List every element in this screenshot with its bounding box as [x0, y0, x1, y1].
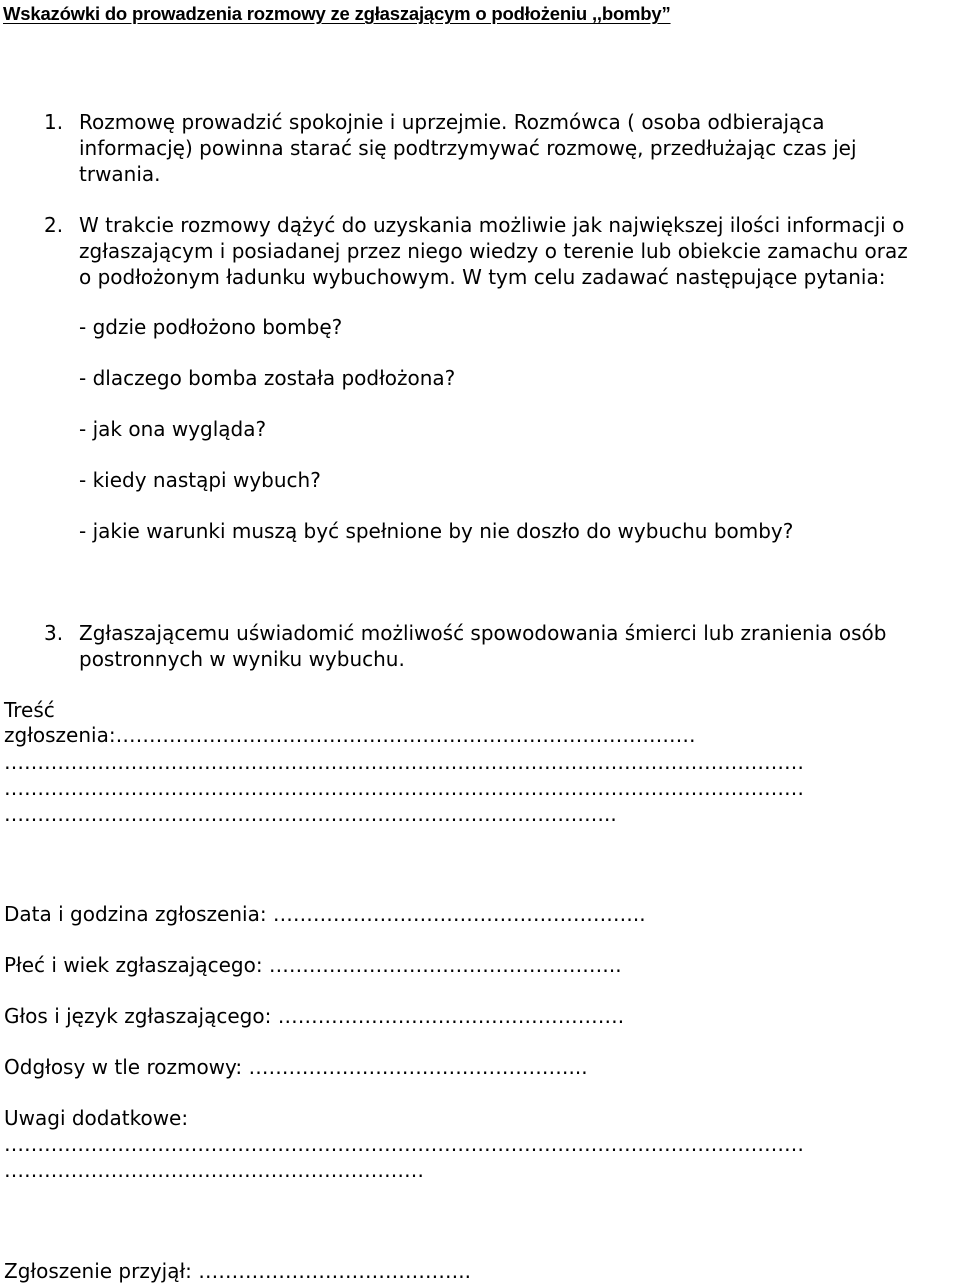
item-line: informację) powinna starać się podtrzymywać rozmowę, przedłużając czas jej	[79, 136, 857, 160]
tresc-field-line[interactable]: …………………………………………………………………………………………………………	[4, 750, 804, 774]
question-item: - jakie warunki muszą być spełnione by nie doszło do wybuchu bomby?	[79, 519, 794, 543]
glos-jezyk-field[interactable]: Głos i język zgłaszającego: …………………………………………….	[4, 1004, 625, 1028]
tresc-field-line[interactable]: zgłoszenia:……………………………………………………………………………	[4, 723, 696, 747]
item-line: trwania.	[79, 162, 161, 186]
question-item: - dlaczego bomba została podłożona?	[79, 366, 456, 390]
odglosy-field[interactable]: Odgłosy w tle rozmowy: …………………………………………...	[4, 1055, 588, 1079]
item-line: W trakcie rozmowy dążyć do uzyskania możliwie jak największej ilości informacji o	[79, 213, 905, 237]
plec-wiek-field[interactable]: Płeć i wiek zgłaszającego: ……………………………………………..	[4, 953, 622, 977]
item-line: postronnych w wyniku wybuchu.	[79, 647, 405, 671]
question-item: - gdzie podłożono bombę?	[79, 315, 343, 339]
item-line: zgłaszającym i posiadanej przez niego wiedzy o terenie lub obiekcie zamachu oraz	[79, 239, 908, 263]
item-number: 1.	[44, 110, 64, 134]
uwagi-label: Uwagi dodatkowe:	[4, 1106, 189, 1130]
tresc-label: Treść	[4, 698, 55, 722]
przyjal-field[interactable]: Zgłoszenie przyjął: …………………………………..	[4, 1259, 471, 1283]
item-number: 3.	[44, 621, 64, 645]
item-number: 2.	[44, 213, 64, 237]
question-item: - jak ona wygląda?	[79, 417, 267, 441]
question-item: - kiedy nastąpi wybuch?	[79, 468, 321, 492]
data-godzina-field[interactable]: Data i godzina zgłoszenia: ………………………………………………..	[4, 902, 646, 926]
item-line: Zgłaszającemu uświadomić możliwość spowodowania śmierci lub zranienia osób	[79, 621, 887, 645]
uwagi-field-line[interactable]: ………………………………………………………	[4, 1158, 424, 1182]
document-title: Wskazówki do prowadzenia rozmowy ze zgłaszającym o podłożeniu ,,bomby”	[3, 3, 671, 24]
item-line: o podłożonym ładunku wybuchowym. W tym celu zadawać następujące pytania:	[79, 265, 886, 289]
item-line: Rozmowę prowadzić spokojnie i uprzejmie. Rozmówca ( osoba odbierająca	[79, 110, 825, 134]
uwagi-field-line[interactable]: …………………………………………………………………………………………………………	[4, 1132, 804, 1156]
tresc-field-line[interactable]: …………………………………………………………………………………………………………	[4, 776, 804, 800]
tresc-field-line[interactable]: ………………………………………………………………………………..	[4, 802, 617, 826]
